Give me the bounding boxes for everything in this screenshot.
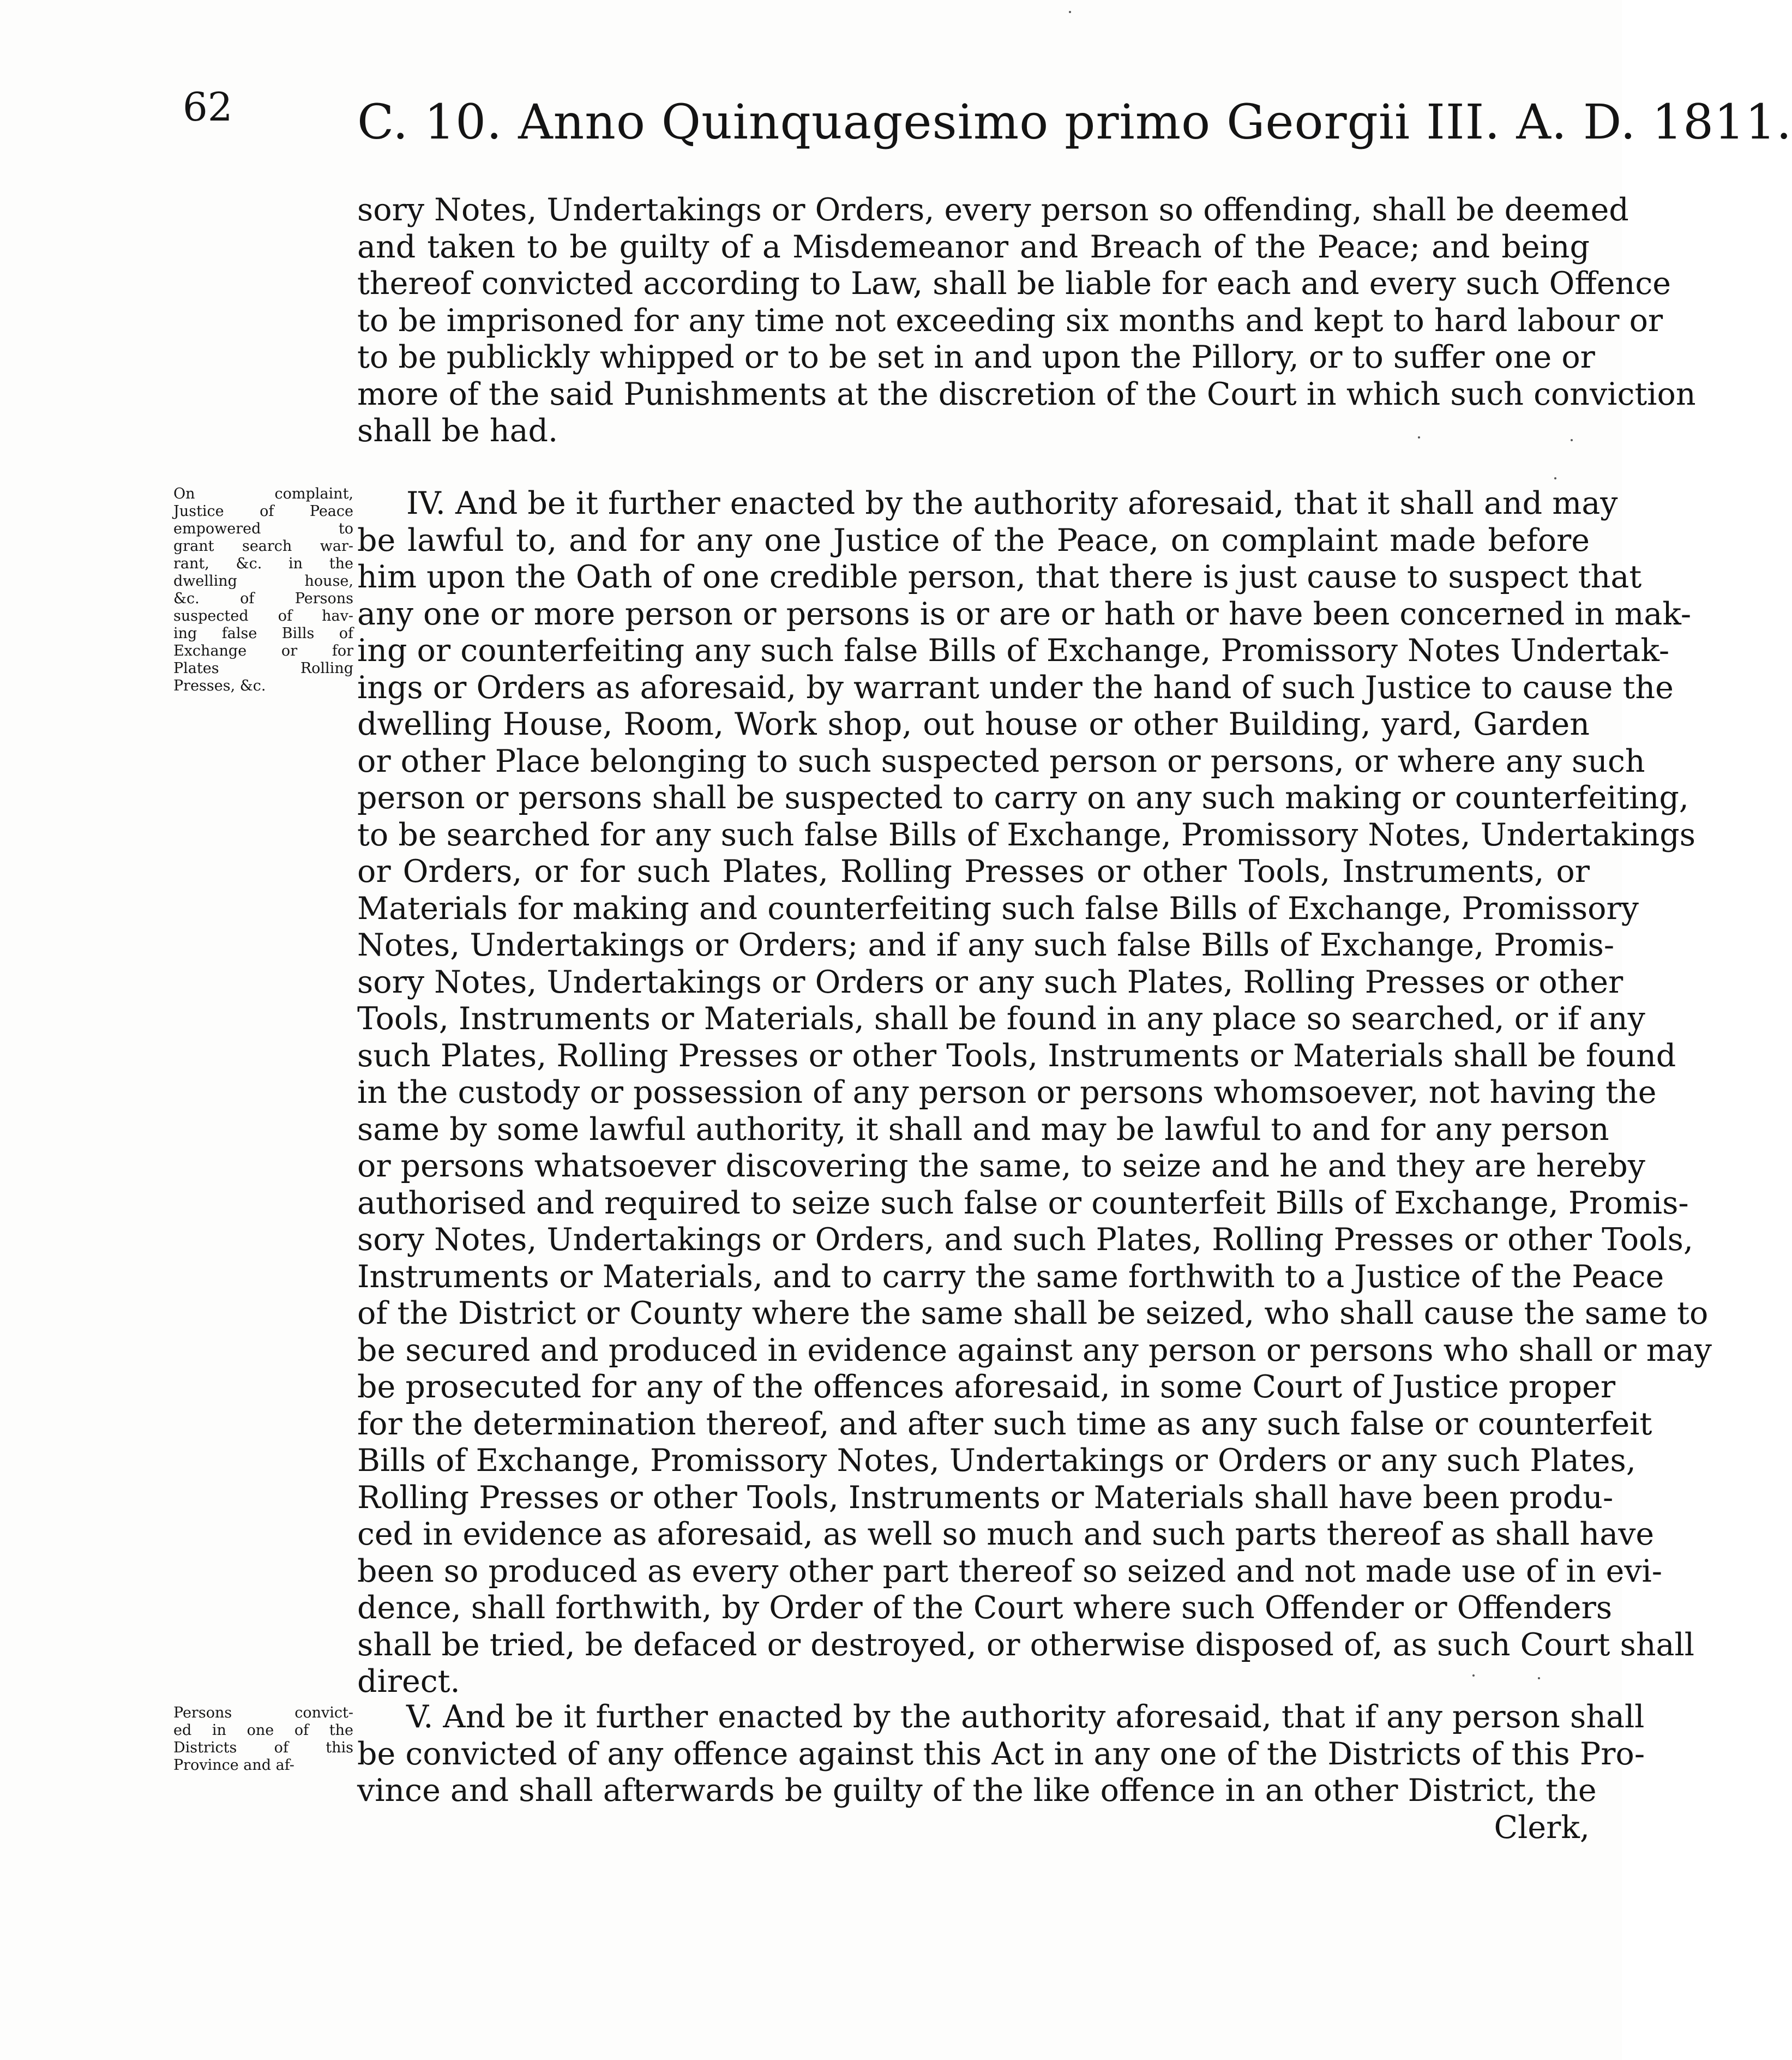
text-line: ings or Orders as aforesaid, by warrant under the hand of such Justice to cause the — [357, 669, 1674, 706]
text-line: been so produced as every other part thereof so seized and not made use of in evi- — [357, 1553, 1663, 1589]
margin-note-section-iv — [173, 485, 353, 695]
text-line: sory Notes, Undertakings or Orders, every person so offending, shall be deemed — [357, 192, 1629, 228]
text-line: dwelling House, Room, Work shop, out house or other Building, yard, Garden — [357, 706, 1590, 742]
margin-note-line: suspected of hav- — [173, 608, 353, 624]
scan-speck — [1538, 1677, 1540, 1679]
margin-note-line: ing false Bills of — [173, 625, 353, 642]
text-line: him upon the Oath of one credible person, that there is just cause to suspect that — [357, 559, 1642, 595]
margin-note-line: ed in one of the — [173, 1722, 353, 1739]
scan-speck — [1571, 439, 1573, 441]
text-line: vince and shall afterwards be guilty of the like offence in an other District, the — [357, 1773, 1597, 1809]
text-line: sory Notes, Undertakings or Orders or any such Plates, Rolling Presses or other — [357, 964, 1623, 1000]
text-line: Rolling Presses or other Tools, Instruments or Materials shall have been produ- — [357, 1479, 1614, 1516]
text-line: and taken to be guilty of a Misdemeanor and Breach of the Peace; and being — [357, 229, 1590, 265]
text-line: such Plates, Rolling Presses or other Tools, Instruments or Materials shall be found — [357, 1037, 1676, 1074]
margin-note-line: grant search war- — [173, 538, 353, 555]
text-line: Instruments or Materials, and to carry the same forthwith to a Justice of the Peace — [357, 1258, 1664, 1295]
scan-speck — [1418, 436, 1420, 439]
margin-note-line: dwelling house, — [173, 573, 353, 590]
text-line: V. And be it further enacted by the authority aforesaid, that if any person shall — [406, 1699, 1645, 1735]
text-line: any one or more person or persons is or are or hath or have been concerned in mak- — [357, 596, 1692, 632]
text-line: ced in evidence as aforesaid, as well so much and such parts thereof as shall have — [357, 1516, 1655, 1552]
scan-speck — [1069, 11, 1071, 13]
margin-note-section-v — [173, 1704, 353, 1774]
text-line: be prosecuted for any of the offences aforesaid, in some Court of Justice proper — [357, 1369, 1616, 1405]
text-line: to be publickly whipped or to be set in and upon the Pillory, or to suffer one or — [357, 339, 1595, 375]
scan-speck — [1554, 477, 1556, 479]
text-line: same by some lawful authority, it shall and may be lawful to and for any person — [357, 1111, 1609, 1148]
catchword: Clerk, — [1494, 1809, 1590, 1846]
margin-note-line: Exchange or for — [173, 642, 353, 659]
margin-note-line: Province and af- — [173, 1757, 294, 1774]
margin-note-line: Persons convict- — [173, 1704, 353, 1721]
margin-note-line: &c. of Persons — [173, 590, 353, 607]
text-line: be lawful to, and for any one Justice of the Peace, on complaint made before — [357, 522, 1590, 558]
text-line: be convicted of any offence against this Act in any one of the Districts of this Pro- — [357, 1735, 1645, 1772]
margin-note-line: Plates Rolling — [173, 660, 353, 677]
text-line: thereof convicted according to Law, shall be liable for each and every such Offence — [357, 266, 1671, 302]
section-iv-paragraph — [357, 485, 1712, 1701]
text-line: shall be had. — [357, 413, 558, 449]
text-line: Tools, Instruments or Materials, shall be found in any place so searched, or if any — [357, 1001, 1645, 1037]
text-line: sory Notes, Undertakings or Orders, and such Plates, Rolling Presses or other Tools, — [357, 1222, 1693, 1258]
text-line: ing or counterfeiting any such false Bills of Exchange, Promissory Notes Undertak- — [357, 633, 1670, 669]
margin-note-line: Districts of this — [173, 1739, 353, 1756]
text-line: in the custody or possession of any person or persons whomsoever, not having the — [357, 1074, 1657, 1110]
margin-note-line: Presses, &c. — [173, 677, 266, 694]
text-line: authorised and required to seize such false or counterfeit Bills of Exchange, Promis- — [357, 1185, 1689, 1221]
page-number: 62 — [183, 84, 233, 130]
text-line: of the District or County where the same shall be seized, who shall cause the same to — [357, 1295, 1709, 1331]
text-line: to be searched for any such false Bills of Exchange, Promissory Notes, Undertakings — [357, 816, 1696, 853]
paragraph-continued — [357, 192, 1696, 450]
text-line: for the determination thereof, and after such time as any such false or counterfeit — [357, 1406, 1652, 1442]
text-line: be secured and produced in evidence against any person or persons who shall or may — [357, 1332, 1712, 1368]
running-head: C. 10. Anno Quinquagesimo primo Georgii III. A. D. 1811. — [357, 94, 1792, 150]
text-line: to be imprisoned for any time not exceeding six months and kept to hard labour or — [357, 302, 1663, 339]
text-line: IV. And be it further enacted by the authority aforesaid, that it shall and may — [406, 485, 1618, 521]
text-line: shall be tried, be defaced or destroyed, or otherwise disposed of, as such Court shall — [357, 1626, 1694, 1663]
text-line: direct. — [357, 1663, 460, 1699]
text-line: or Orders, or for such Plates, Rolling Presses or other Tools, Instruments, or — [357, 854, 1590, 890]
text-line: or persons whatsoever discovering the same, to seize and he and they are hereby — [357, 1148, 1645, 1184]
text-line: dence, shall forthwith, by Order of the Court where such Offender or Offenders — [357, 1590, 1613, 1626]
text-line: Notes, Undertakings or Orders; and if any such false Bills of Exchange, Promis- — [357, 927, 1615, 963]
text-line: Bills of Exchange, Promissory Notes, Undertakings or Orders or any such Plates, — [357, 1443, 1636, 1479]
text-line: more of the said Punishments at the discretion of the Court in which such conviction — [357, 376, 1696, 412]
scan-speck — [1472, 1674, 1475, 1677]
section-v-paragraph — [357, 1699, 1645, 1846]
margin-note-line: empowered to — [173, 520, 353, 537]
margin-note-line: On complaint, — [173, 485, 353, 502]
text-line: Materials for making and counterfeiting such false Bills of Exchange, Promissory — [357, 890, 1639, 927]
margin-note-line: Justice of Peace — [173, 503, 353, 520]
text-line: or other Place belonging to such suspected person or persons, or where any such — [357, 743, 1645, 779]
text-line: person or persons shall be suspected to carry on any such making or counterfeiting, — [357, 780, 1689, 816]
margin-note-line: rant, &c. in the — [173, 555, 353, 572]
